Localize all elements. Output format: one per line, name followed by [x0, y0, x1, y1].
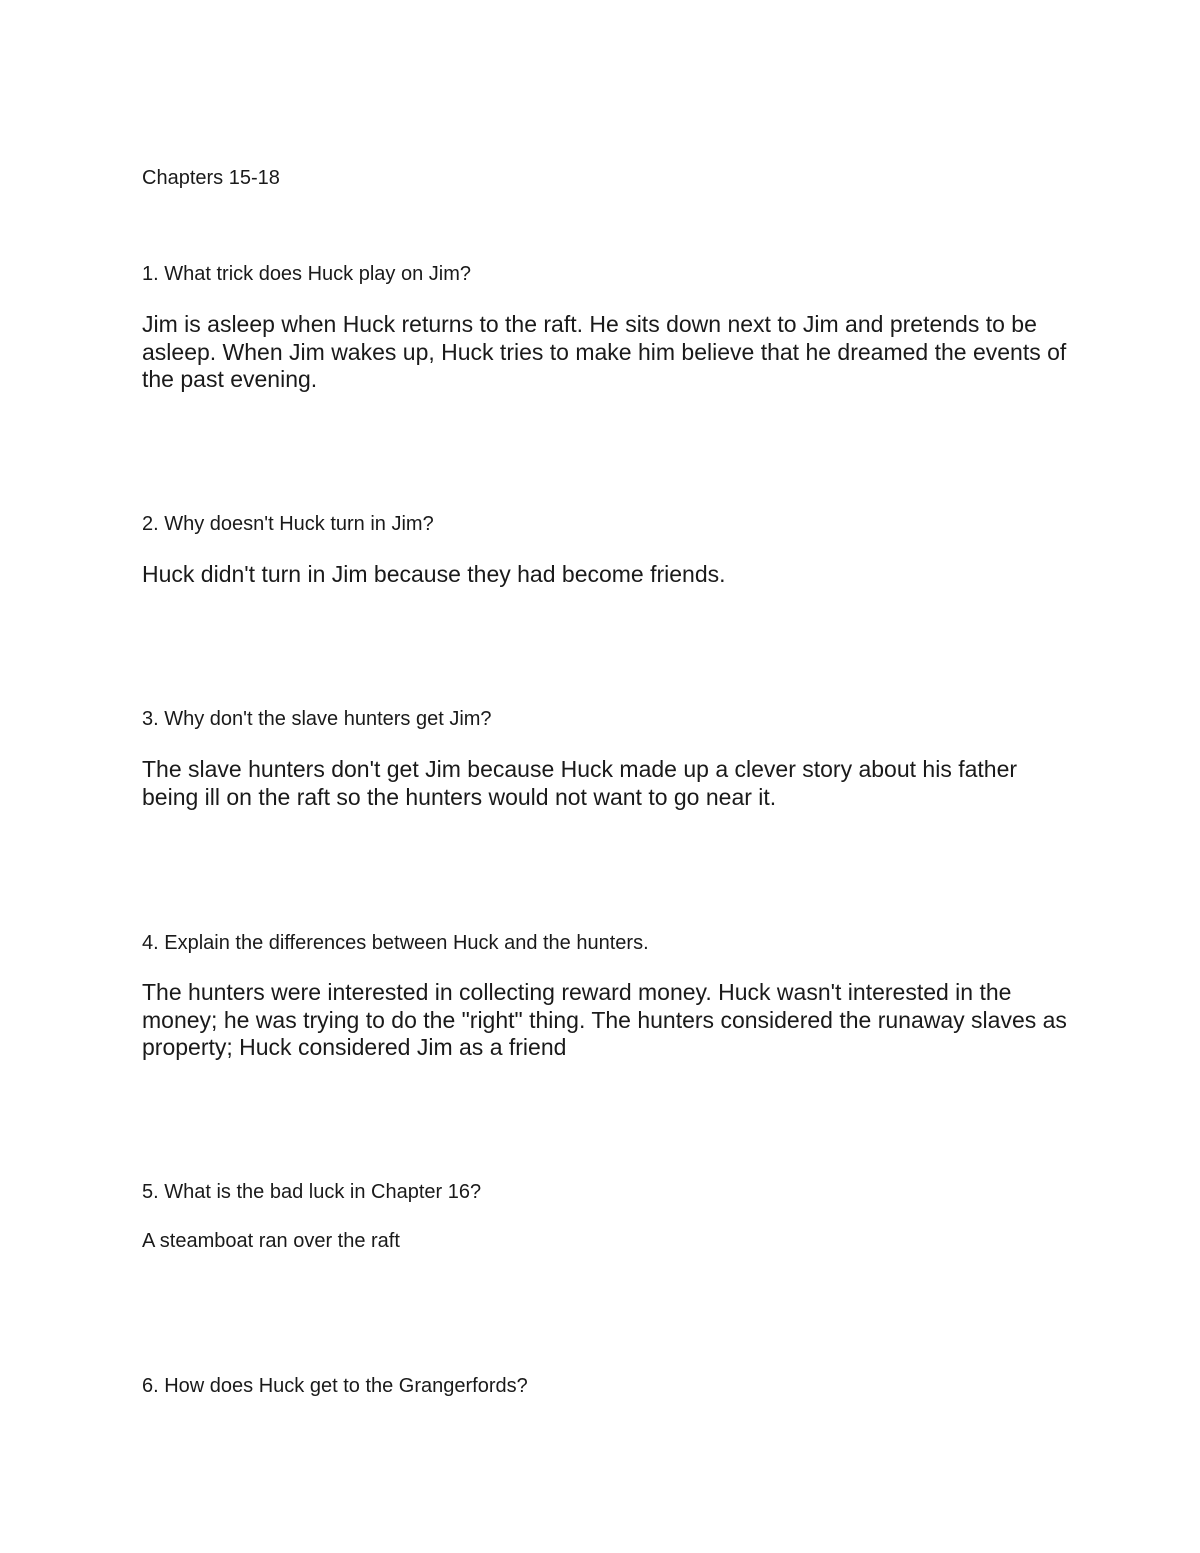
- page-title: Chapters 15-18: [142, 167, 280, 189]
- answer-5: A steamboat ran over the raft: [142, 1230, 400, 1252]
- question-1: 1. What trick does Huck play on Jim?: [142, 263, 472, 285]
- question-6: 6. How does Huck get to the Grangerfords?: [142, 1375, 528, 1397]
- question-4: 4. Explain the differences between Huck and the hunters.: [142, 932, 649, 954]
- question-5: 5. What is the bad luck in Chapter 16?: [142, 1181, 482, 1203]
- question-2: 2. Why doesn't Huck turn in Jim?: [142, 513, 434, 535]
- answer-3: The slave hunters don't get Jim because Huck made up a clever story about his father being ill on the raft so the hunters would not want to go near it.: [142, 756, 1018, 810]
- answer-1: Jim is asleep when Huck returns to the raft. He sits down next to Jim and pretends to be asleep. When Jim wakes up, Huck tries to make him believe that he dreamed the events of the past evening.: [142, 311, 1067, 392]
- answer-4: The hunters were interested in collecting reward money. Huck wasn't interested in the money; he was trying to do the "right" thing. The hunters considered the runaway slaves as property; Huck considered Jim as a friend: [142, 979, 1067, 1060]
- question-3: 3. Why don't the slave hunters get Jim?: [142, 708, 492, 730]
- answer-2: Huck didn't turn in Jim because they had become friends.: [142, 561, 726, 587]
